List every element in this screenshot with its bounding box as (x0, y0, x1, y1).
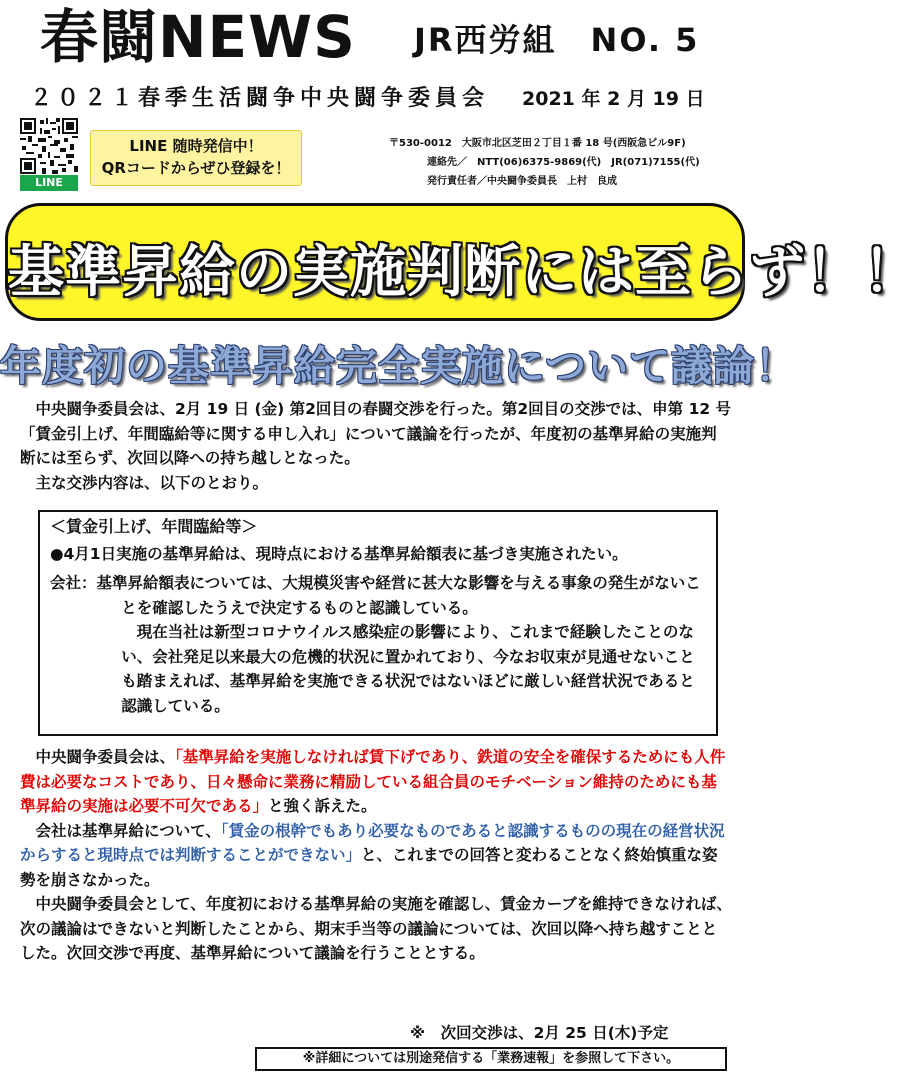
line-logo-label: LINE (20, 175, 78, 191)
committee-argument-intro: 中央闘争委員会は、 (35, 748, 176, 766)
headline-text: 基準昇給の実施判断には至らず！！ (8, 240, 920, 305)
union-demand: ●4月1日実施の基準昇給は、現時点における基準昇給額表に基づき実施されたい。 (50, 544, 628, 563)
subheadline: 年度初の基準昇給完全実施について議論！ (0, 342, 798, 390)
committee-argument-end: と強く訴えた。 (268, 797, 377, 815)
company-answer-continued: 現在当社は新型コロナウイルス感染症の影響により、これまで経験したことのない、会社発足以来最大の危機的状況に置かれており、今なお収束が見通せないことも踏まえれば、基準昇給を実施できる状況ではないほどに厳しい経営状況であると認識している。 (121, 623, 695, 715)
newsletter-title: 春闘NEWS (40, 3, 356, 71)
intro-section (20, 397, 732, 495)
line-promo-box (90, 130, 302, 186)
headline-banner (5, 203, 920, 321)
line-qr-code[interactable] (20, 118, 78, 174)
company-stance-intro: 会社は基準昇給について、 (35, 821, 221, 840)
company-answer (50, 571, 710, 620)
negotiation-box (38, 510, 718, 736)
company-stance-quote: 「賃金の根幹でもあり必要なものであると認識するものの現在の経営状況からすると現時点では判断することができない」 (20, 821, 725, 864)
conclusion-section (20, 892, 732, 966)
intro-paragraph: 中央闘争委員会は、2月 19 日 (金) 第2回目の春闘交渉を行った。第2回目の交渉では、申第 12 号「賃金引上げ、年間臨給等に関する申し入れ」について議論を行ったが、年度初の基準昇給の実施判断には至らず、次回以降への持ち越しとなった。 (20, 400, 732, 467)
box-heading: ＜賃金引上げ、年間臨給等＞ (50, 517, 258, 536)
contact-publisher: 発行責任者／中央闘争委員長 上村 良成 (427, 176, 617, 187)
company-stance (20, 819, 732, 893)
committee-name: ２０２１春季生活闘争中央闘争委員会 (30, 86, 490, 111)
next-meeting-note: ※ 次回交渉は、2月 25 日(木)予定 (410, 1024, 669, 1042)
committee-argument (20, 745, 732, 819)
committee-argument-quote: 「基準昇給を実施しなければ賃下げであり、鉄道の安全を確保するためにも人件費は必要なコストであり、日々懸命に業務に精励している組合員のモチベーション維持のためにも基準昇給の実施は必要不可欠である」 (20, 748, 726, 815)
union-issue-number: JR西労組 NO. 5 (414, 21, 700, 59)
contact-address: 〒530-0012 大阪市北区芝田２丁目１番 18 号(西阪急ビル9F) (389, 138, 686, 149)
footer-reference-note: ※詳細については別途発信する「業務速報」を参照して下さい。 (255, 1047, 727, 1071)
contact-info (389, 134, 700, 191)
company-label: 会社： (50, 574, 97, 592)
conclusion-paragraph: 中央闘争委員会として、年度初における基準昇給の実施を確認し、賃金カーブを維持できなければ、次の議論はできないと判断したことから、期末手当等の議論については、次回以降へ持ち越すこととした。次回交渉で再度、基準昇給について議論を行うこととする。 (20, 895, 732, 962)
company-answer-text: 基準昇給額表については、大規模災害や経営に甚大な影響を与える事象の発生がないことを確認したうえで決定するものと認識している。 (96, 574, 701, 617)
contact-phone: 連絡先／ NTT(06)6375-9869(代) JR(071)7155(代) (427, 157, 700, 168)
issue-date: 2021 年 2 月 19 日 (522, 88, 705, 110)
line-promo-line-1: LINE 随時発信中！ (129, 137, 263, 155)
company-stance-end: と、これまでの回答と変わることなく終始慎重な姿勢を崩さなかった。 (20, 846, 718, 889)
response-section (20, 745, 732, 892)
line-promo-line-2: QRコードからぜひ登録を！ (101, 159, 291, 177)
intro-summary-line: 主な交渉内容は、以下のとおり。 (35, 473, 269, 492)
